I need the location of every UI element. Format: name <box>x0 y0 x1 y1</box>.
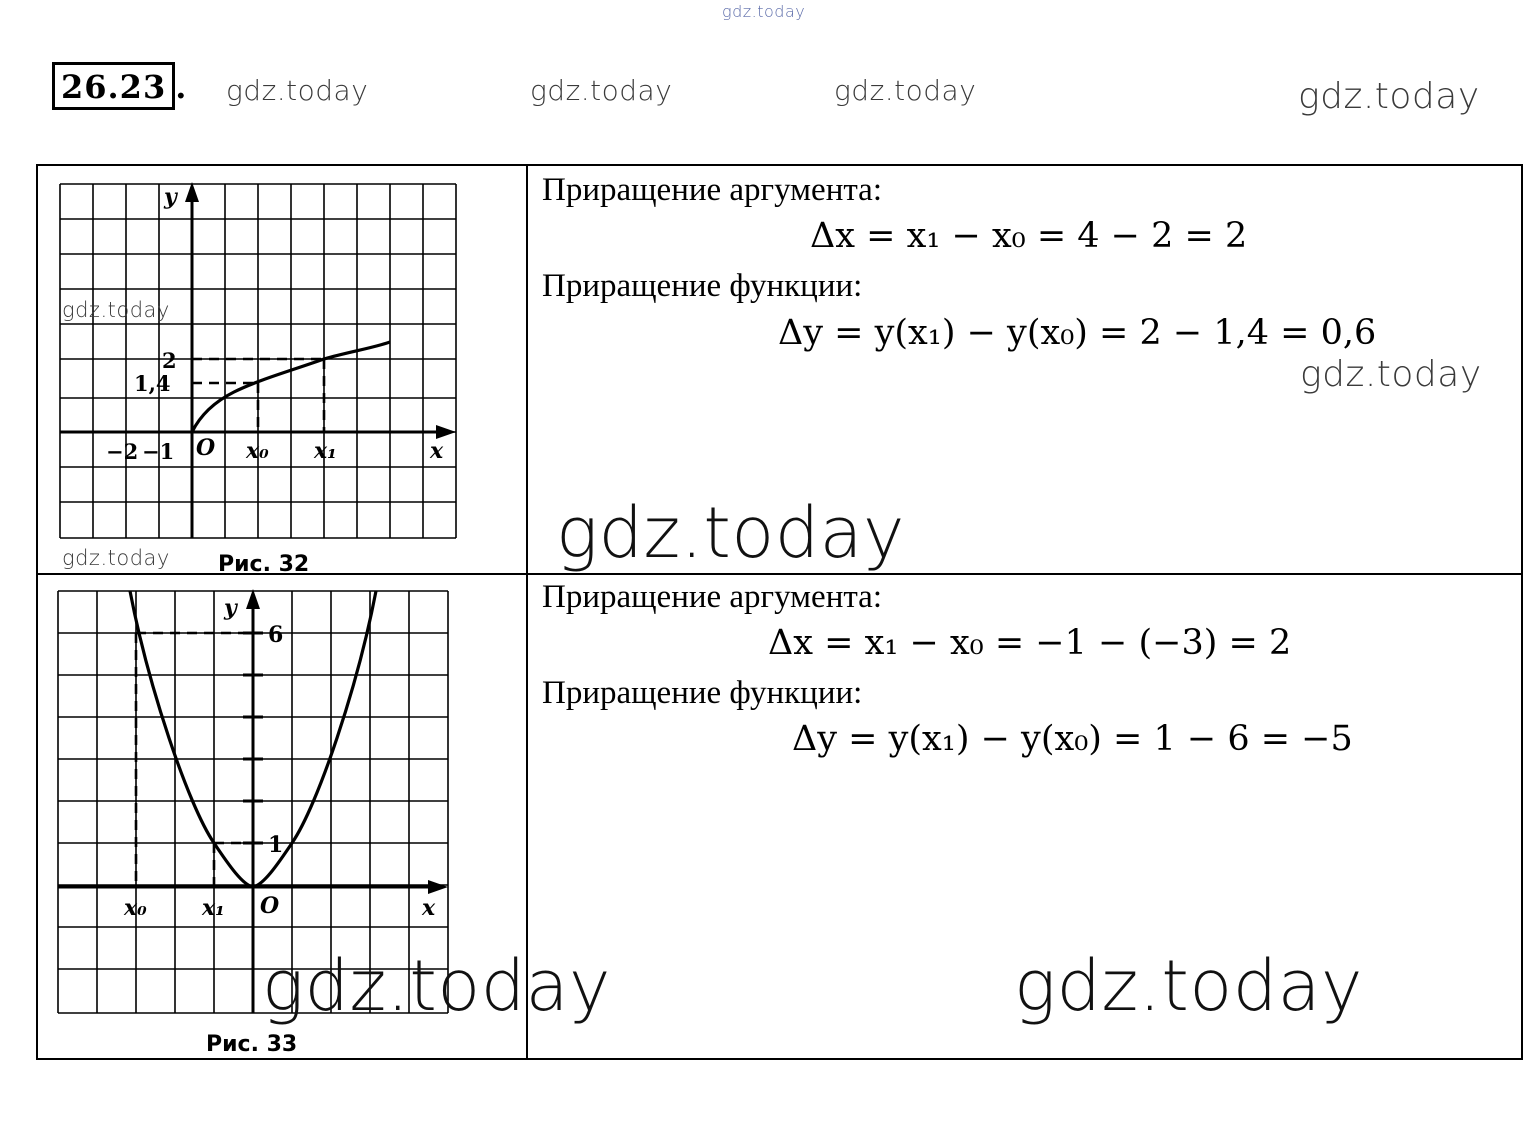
y-axis-arrow-33 <box>246 589 260 609</box>
solution-row-1 <box>37 165 1522 574</box>
x-axis-arrow-33 <box>428 880 448 894</box>
x-axis-arrow-32 <box>436 425 456 439</box>
neg1-label-32: −1 <box>142 439 175 464</box>
problem-number-dot: . <box>175 68 187 106</box>
val2-label-32: 2 <box>162 348 177 373</box>
arg-increment-formula-1: Δx = x₁ − x₀ = 4 − 2 = 2 <box>810 216 1248 256</box>
figure-cell-2 <box>37 574 611 1059</box>
figure-caption-33: Рис. 33 <box>206 1032 298 1057</box>
watermark-header-3: gdz.today <box>834 74 977 107</box>
func-increment-formula-1: Δy = y(x₁) − y(x₀) = 2 − 1,4 = 0,6 <box>778 313 1377 353</box>
y-label-33: y <box>224 595 237 621</box>
grid-32 <box>60 184 456 538</box>
watermark-tiny: gdz.today <box>722 2 806 21</box>
watermark-big-3: gdz.today <box>1014 945 1363 1027</box>
y-axis-arrow-32 <box>185 182 199 202</box>
x-label-33: x <box>422 895 436 921</box>
func-increment-label-2: Приращение функции: <box>542 675 863 711</box>
x0-label-33: x₀ <box>124 895 147 921</box>
figure-caption-32: Рис. 32 <box>218 552 310 572</box>
watermark-text-cell-1: gdz.today <box>1300 354 1482 395</box>
x1-label-32: x₁ <box>314 438 337 464</box>
watermark-header-4: gdz.today <box>1298 76 1480 117</box>
arg-increment-label-2: Приращение аргумента: <box>542 579 882 615</box>
x0-label-32: x₀ <box>246 438 269 464</box>
x-label-32: x <box>430 438 444 464</box>
watermark-figure-32-top: gdz.today <box>62 298 170 322</box>
solution-row-2 <box>37 574 1522 1059</box>
problem-number-box: 26.23 <box>52 62 175 110</box>
watermark-header-2: gdz.today <box>530 74 673 107</box>
y-label-32: y <box>164 184 177 210</box>
watermark-header-1: gdz.today <box>226 74 369 107</box>
val14-label-32: 1,4 <box>134 371 171 396</box>
origin-label-32: O <box>196 435 216 461</box>
text-cell-1 <box>527 165 1522 574</box>
problem-number <box>52 62 186 110</box>
watermark-big-1: gdz.today <box>556 492 905 574</box>
arg-increment-label-1: Приращение аргумента: <box>542 172 882 208</box>
x1-label-33: x₁ <box>202 895 225 921</box>
figure-32 <box>38 166 524 572</box>
neg2-label-32: −2 <box>106 439 139 464</box>
func-increment-formula-2: Δy = y(x₁) − y(x₀) = 1 − 6 = −5 <box>792 719 1353 759</box>
figure-cell-1 <box>37 165 527 574</box>
arg-increment-formula-2: Δx = x₁ − x₀ = −1 − (−3) = 2 <box>768 623 1292 663</box>
func-increment-label-1: Приращение функции: <box>542 268 863 304</box>
text-cell-2 <box>527 574 1522 1059</box>
val6-label-33: 6 <box>268 622 284 648</box>
watermark-big-2: gdz.today <box>262 945 611 1027</box>
solution-table <box>36 164 1523 1060</box>
watermark-figure-32-bottom: gdz.today <box>62 546 170 570</box>
val1-label-33: 1 <box>268 832 284 858</box>
origin-label-33: O <box>260 893 280 919</box>
